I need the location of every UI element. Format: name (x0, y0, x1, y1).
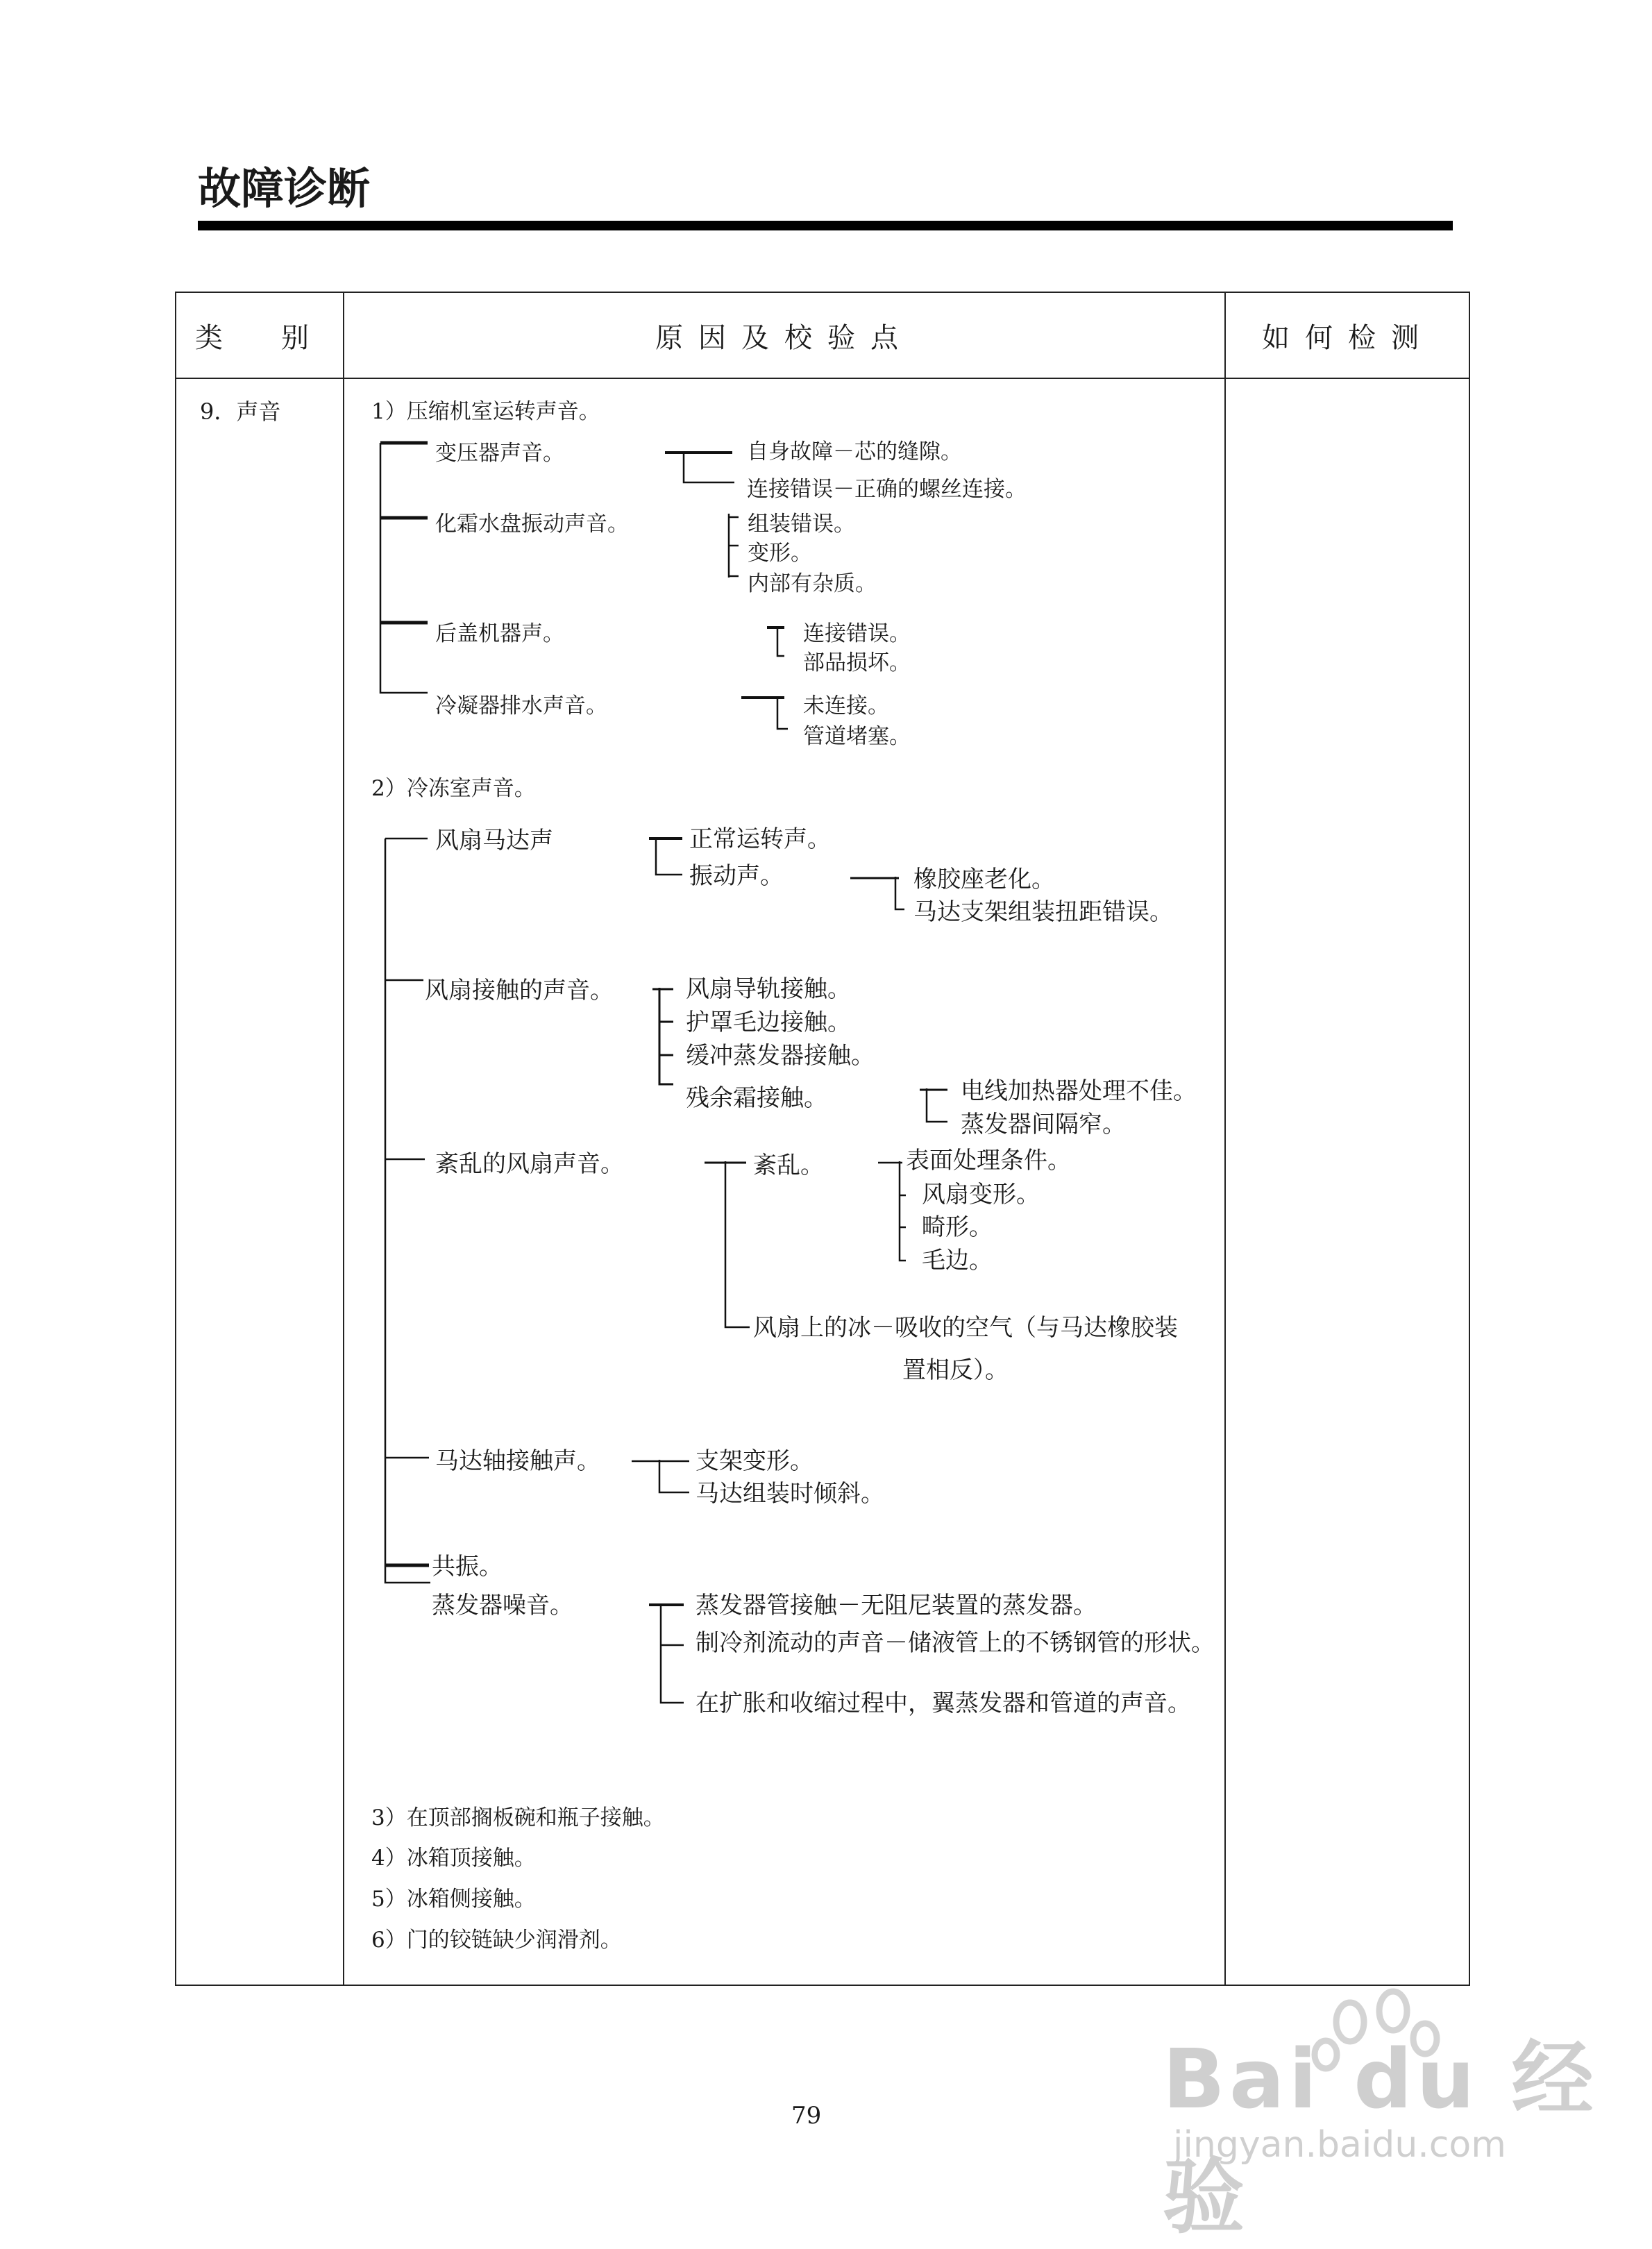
drain-pan-label: 化霜水盘振动声音。 (435, 512, 629, 537)
frost-cause: 蒸发器间隔窄。 (961, 1111, 1126, 1138)
fan-motor-label: 风扇马达声 (435, 827, 553, 854)
other-item: 3）在顶部搁板碗和瓶子接触。 (371, 1805, 665, 1830)
vibration-cause: 马达支架组装扭距错误。 (913, 898, 1173, 926)
transformer-cause: 连接错误－正确的螺丝连接。 (747, 477, 1027, 502)
fan-motor-cause: 振动声。 (689, 862, 784, 890)
turbulence-detail: 毛边。 (922, 1247, 993, 1274)
ice-on-fan-cause-cont: 置相反）。 (902, 1356, 1009, 1384)
turbulence-cause: 紊乱。 (753, 1152, 824, 1179)
back-cover-cause: 部品损坏。 (803, 650, 911, 675)
condenser-drain-cause: 未连接。 (803, 693, 889, 718)
section-2-heading: 2）冷冻室声音。 (371, 776, 536, 801)
turbulence-detail: 畸形。 (922, 1213, 993, 1241)
shaft-contact-label: 马达轴接触声。 (435, 1447, 600, 1475)
other-item: 4）冰箱顶接触。 (371, 1846, 536, 1871)
evaporator-cause: 蒸发器管接触－无阻尼装置的蒸发器。 (696, 1592, 1097, 1619)
other-item: 6）门的铰链缺少润滑剂。 (371, 1928, 622, 1953)
section-1-heading: 1）压缩机室运转声音。 (371, 399, 600, 424)
shaft-cause: 马达组装时倾斜。 (696, 1480, 884, 1508)
drain-pan-cause: 组装错误。 (748, 512, 855, 537)
back-cover-label: 后盖机器声。 (435, 621, 564, 646)
watermark-brand: Bai du 经验 (1163, 2031, 1598, 2245)
fan-motor-cause: 正常运转声。 (689, 825, 831, 853)
watermark-url: jingyan.baidu.com (1173, 2124, 1506, 2166)
evaporator-label: 蒸发器噪音。 (432, 1592, 573, 1619)
turbulence-detail: 风扇变形。 (922, 1181, 1040, 1208)
drain-pan-cause: 变形。 (748, 541, 812, 566)
shaft-cause: 支架变形。 (696, 1447, 814, 1475)
header-detection: 如何检测 (1262, 321, 1434, 354)
page-number: 79 (791, 2102, 822, 2130)
page-title: 故障诊断 (198, 163, 371, 214)
evaporator-cause: 在扩胀和收缩过程中，翼蒸发器和管道的声音。 (696, 1690, 1191, 1717)
header-category: 类 别 (195, 321, 324, 354)
transformer-cause: 自身故障－芯的缝隙。 (747, 439, 962, 464)
fan-contact-cause: 残余霜接触。 (686, 1084, 827, 1112)
turbulence-detail: 表面处理条件。 (906, 1147, 1071, 1174)
back-cover-cause: 连接错误。 (803, 621, 911, 646)
fan-turbulence-label: 紊乱的风扇声音。 (435, 1150, 624, 1178)
fan-contact-cause: 护罩毛边接触。 (686, 1009, 851, 1036)
drain-pan-cause: 内部有杂质。 (748, 571, 877, 596)
condenser-drain-label: 冷凝器排水声音。 (435, 693, 607, 718)
vibration-cause: 橡胶座老化。 (913, 866, 1055, 893)
transformer-label: 变压器声音。 (435, 441, 564, 466)
fan-contact-cause: 缓冲蒸发器接触。 (686, 1042, 875, 1070)
fan-contact-cause: 风扇导轨接触。 (686, 975, 851, 1003)
other-item: 5）冰箱侧接触。 (371, 1887, 536, 1912)
evaporator-cause: 制冷剂流动的声音－储液管上的不锈钢管的形状。 (696, 1629, 1215, 1657)
header-causes: 原因及校验点 (655, 321, 913, 354)
fan-contact-label: 风扇接触的声音。 (425, 977, 614, 1004)
ice-on-fan-cause: 风扇上的冰－吸收的空气（与马达橡胶装 (753, 1314, 1178, 1342)
condenser-drain-cause: 管道堵塞。 (803, 724, 911, 749)
frost-cause: 电线加热器处理不佳。 (961, 1077, 1197, 1105)
category-label: 9．声音 (200, 398, 281, 425)
resonance-label: 共振。 (432, 1553, 503, 1581)
